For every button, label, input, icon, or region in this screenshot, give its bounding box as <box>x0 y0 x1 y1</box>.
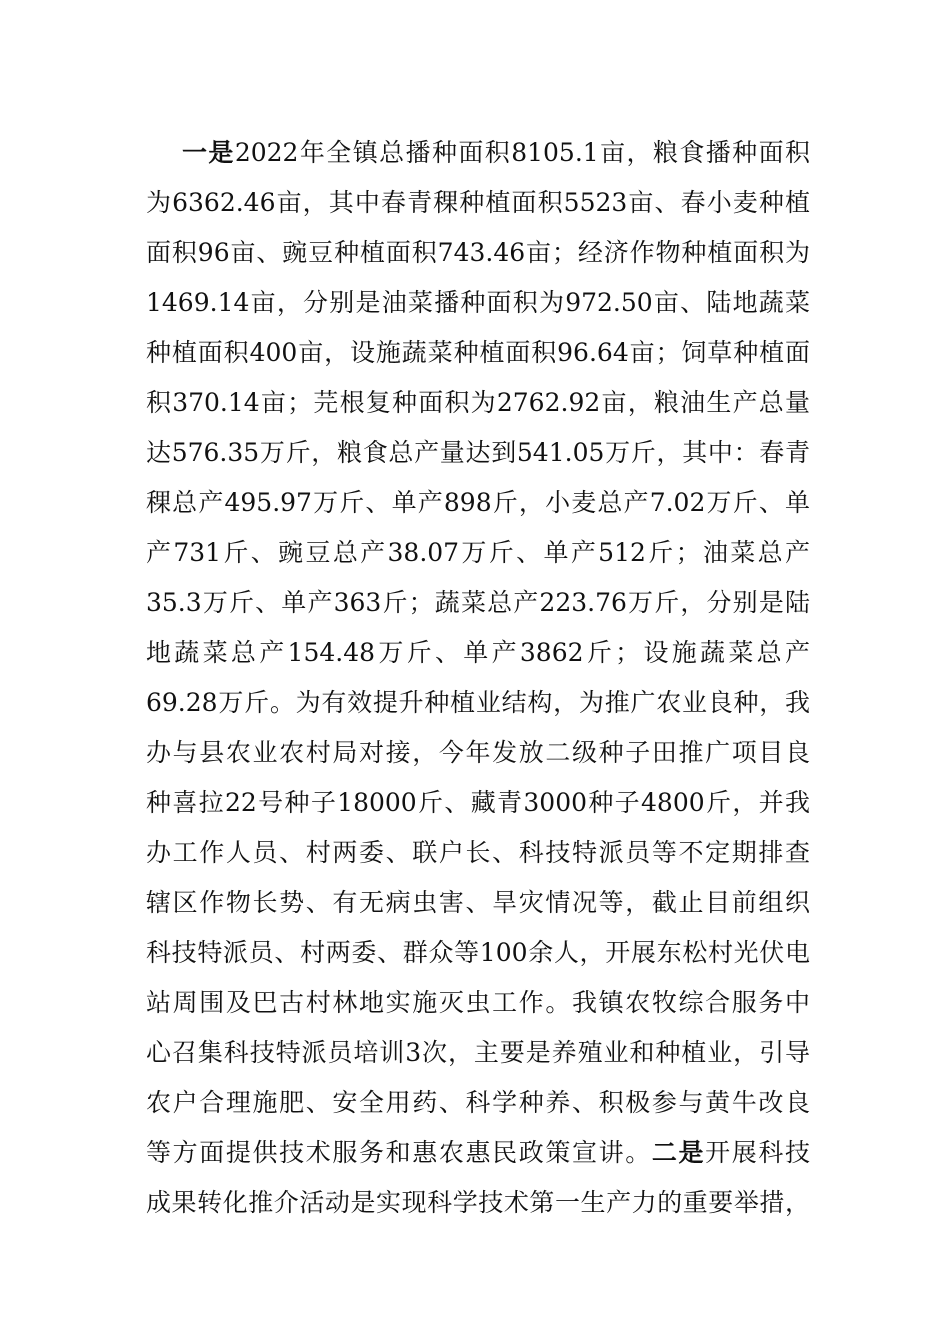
line-text: 面积96亩、豌豆种植面积743.46亩；经济作物种植面积为 <box>146 238 810 267</box>
text-line <box>146 778 810 828</box>
bold-lead-label: 二是 <box>651 1138 706 1167</box>
text-line <box>146 278 810 328</box>
line-text: 办工作人员、村两委、联户长、科技特派员等不定期排查 <box>146 838 810 867</box>
text-line <box>146 1128 810 1178</box>
line-text: 为6362.46亩，其中春青稞种植面积5523亩、春小麦种植 <box>146 188 810 217</box>
text-line <box>146 1078 810 1128</box>
text-line <box>146 178 810 228</box>
text-line <box>146 478 810 528</box>
bold-lead-label: 一是 <box>182 138 235 167</box>
line-text: 辖区作物长势、有无病虫害、旱灾情况等，截止目前组织 <box>146 888 810 917</box>
text-line <box>146 1178 810 1228</box>
text-line <box>146 528 810 578</box>
line-text: 成果转化推介活动是实现科学技术第一生产力的重要举措， <box>146 1188 810 1217</box>
line-text: 站周围及巴古村林地实施灭虫工作。我镇农牧综合服务中 <box>146 988 810 1017</box>
line-text: 产731斤、豌豆总产38.07万斤、单产512斤；油菜总产 <box>146 538 810 567</box>
line-text: 1469.14亩，分别是油菜播种面积为972.50亩、陆地蔬菜 <box>146 288 810 317</box>
text-line <box>146 578 810 628</box>
line-text: 2022年全镇总播种面积8105.1亩，粮食播种面积 <box>234 138 810 167</box>
text-line <box>146 928 810 978</box>
text-line <box>146 628 810 678</box>
line-text: 达576.35万斤，粮食总产量达到541.05万斤，其中：春青 <box>146 438 810 467</box>
line-text: 办与县农业农村局对接，今年发放二级种子田推广项目良 <box>146 738 810 767</box>
line-text: 稞总产495.97万斤、单产898斤，小麦总产7.02万斤、单 <box>146 488 810 517</box>
line-text-tail: 开展科技 <box>705 1138 810 1167</box>
text-line <box>146 678 810 728</box>
line-text: 种植面积400亩，设施蔬菜种植面积96.64亩；饲草种植面 <box>146 338 810 367</box>
line-text: 种喜拉22号种子18000斤、藏青3000种子4800斤，并我 <box>146 788 810 817</box>
line-text: 35.3万斤、单产363斤；蔬菜总产223.76万斤，分别是陆 <box>146 588 810 617</box>
text-line <box>146 728 810 778</box>
text-line <box>146 828 810 878</box>
line-text: 69.28万斤。为有效提升种植业结构，为推广农业良种，我 <box>146 688 810 717</box>
text-line <box>146 128 810 178</box>
text-line <box>146 328 810 378</box>
text-line <box>146 878 810 928</box>
text-line <box>146 978 810 1028</box>
line-text: 科技特派员、村两委、群众等100余人，开展东松村光伏电 <box>146 938 810 967</box>
line-text: 心召集科技特派员培训3次，主要是养殖业和种植业，引导 <box>146 1038 810 1067</box>
line-text: 农户合理施肥、安全用药、科学种养、积极参与黄牛改良 <box>146 1088 810 1117</box>
line-text: 等方面提供技术服务和惠农惠民政策宣讲。 <box>146 1138 652 1167</box>
line-text: 积370.14亩；芫根复种面积为2762.92亩，粮油生产总量 <box>146 388 810 417</box>
line-text: 地蔬菜总产154.48万斤、单产3862斤；设施蔬菜总产 <box>146 638 810 667</box>
text-line <box>146 1028 810 1078</box>
text-line <box>146 378 810 428</box>
text-line <box>146 228 810 278</box>
text-line <box>146 428 810 478</box>
body-paragraph <box>146 128 810 1228</box>
